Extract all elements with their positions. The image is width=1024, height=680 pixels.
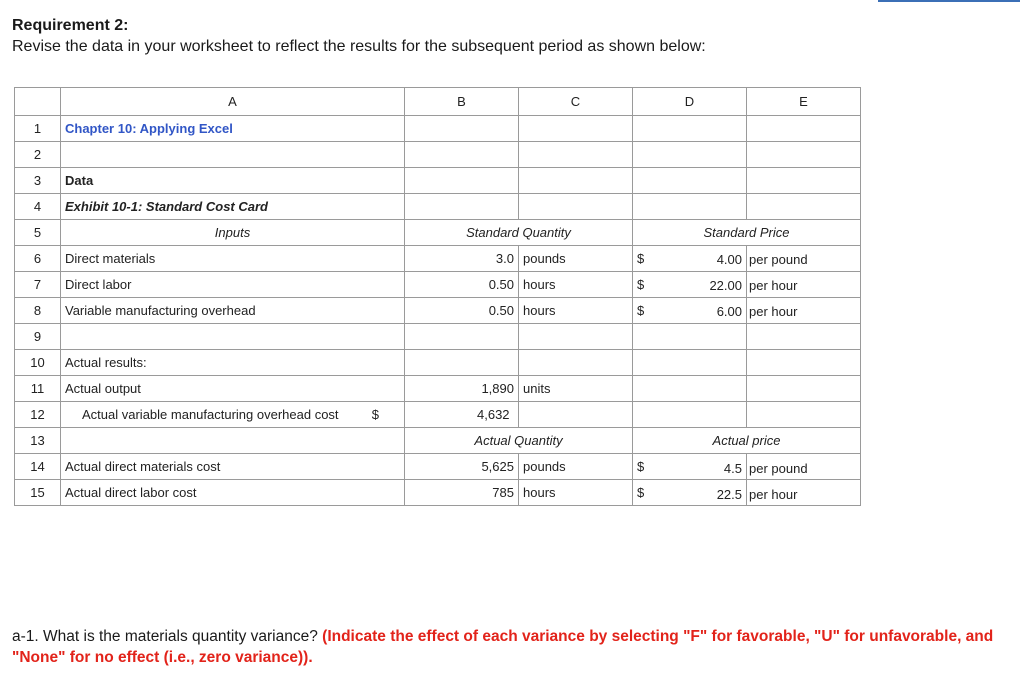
sheet-row-12	[15, 402, 861, 428]
row-number[interactable]: 14	[15, 454, 61, 480]
sheet-row-1	[15, 116, 861, 142]
question-a1	[12, 626, 1012, 668]
cell-d12[interactable]	[633, 402, 747, 428]
cell-b15[interactable]: 785	[405, 480, 519, 506]
cell-c6[interactable]: pounds	[519, 246, 633, 272]
cell-b2[interactable]	[405, 142, 519, 168]
sheet-row-2	[15, 142, 861, 168]
cell-d4[interactable]	[633, 194, 747, 220]
cell-b13-actual-quantity[interactable]: Actual Quantity	[405, 428, 633, 454]
sheet-row-4	[15, 194, 861, 220]
sheet-row-13	[15, 428, 861, 454]
cell-a10[interactable]: Actual results:	[61, 350, 405, 376]
row-number[interactable]: 7	[15, 272, 61, 298]
cell-b8[interactable]: 0.50	[405, 298, 519, 324]
d8-price-wrap	[690, 299, 747, 325]
row-number[interactable]: 10	[15, 350, 61, 376]
requirement-text: Revise the data in your worksheet to reflect the results for the subsequent period as shown below:	[12, 38, 706, 55]
d7-price-value: 22.00	[709, 277, 747, 295]
cell-d10[interactable]	[633, 350, 747, 376]
cell-e11[interactable]	[747, 376, 861, 402]
cell-b12-value: 4,632	[477, 407, 510, 422]
row-number[interactable]: 15	[15, 480, 61, 506]
cell-b1[interactable]	[405, 116, 519, 142]
d6-price-wrap	[690, 247, 747, 273]
cell-d3[interactable]	[633, 168, 747, 194]
question-a1-text: a-1. What is the materials quantity variance?	[12, 628, 318, 645]
cell-a8[interactable]: Variable manufacturing overhead	[61, 298, 405, 324]
cell-d1[interactable]	[633, 116, 747, 142]
cell-b7[interactable]: 0.50	[405, 272, 519, 298]
row-number[interactable]: 1	[15, 116, 61, 142]
col-header-c[interactable]: C	[519, 88, 633, 116]
cell-b11[interactable]: 1,890	[405, 376, 519, 402]
cell-b14[interactable]: 5,625	[405, 454, 519, 480]
cell-e10[interactable]	[747, 350, 861, 376]
cell-d5-standard-price[interactable]: Standard Price	[633, 220, 861, 246]
cell-c3[interactable]	[519, 168, 633, 194]
cell-b9[interactable]	[405, 324, 519, 350]
row-number[interactable]: 13	[15, 428, 61, 454]
cell-c14[interactable]: pounds	[519, 454, 633, 480]
cell-c8[interactable]: hours	[519, 298, 633, 324]
cell-a3[interactable]: Data	[61, 168, 405, 194]
cell-e12[interactable]	[747, 402, 861, 428]
cell-b4[interactable]	[405, 194, 519, 220]
cell-a1[interactable]: Chapter 10: Applying Excel	[61, 116, 405, 142]
row-number[interactable]: 4	[15, 194, 61, 220]
cell-c2[interactable]	[519, 142, 633, 168]
e15-unit: per hour	[749, 487, 798, 502]
d15-price-wrap	[690, 482, 747, 508]
question-a1-instruction: (Indicate the effect of each variance by selecting "F" for favorable, "U" for unfavorable, and "None" for no effect (i.e., zero variance)).	[12, 628, 994, 666]
cell-c11[interactable]: units	[519, 376, 633, 402]
row-number[interactable]: 12	[15, 402, 61, 428]
cell-e4[interactable]	[747, 194, 861, 220]
row-number[interactable]: 11	[15, 376, 61, 402]
cell-a7[interactable]: Direct labor	[61, 272, 405, 298]
cell-d9[interactable]	[633, 324, 747, 350]
d7-price-wrap	[690, 273, 747, 299]
cell-c10[interactable]	[519, 350, 633, 376]
sheet-row-3	[15, 168, 861, 194]
cell-d2[interactable]	[633, 142, 747, 168]
cell-a12-label: Actual variable manufacturing overhead cost	[82, 407, 339, 422]
corner-cell[interactable]	[15, 88, 61, 116]
cell-e9[interactable]	[747, 324, 861, 350]
cell-a4[interactable]: Exhibit 10-1: Standard Cost Card	[61, 194, 405, 220]
e14-unit: per pound	[749, 461, 808, 476]
cell-d8-currency[interactable]: $	[633, 298, 747, 324]
cell-d7-currency[interactable]: $	[633, 272, 747, 298]
col-header-b[interactable]: B	[405, 88, 519, 116]
row-number[interactable]: 5	[15, 220, 61, 246]
cell-a2[interactable]	[61, 142, 405, 168]
row-number[interactable]: 6	[15, 246, 61, 272]
cell-a15[interactable]: Actual direct labor cost	[61, 480, 405, 506]
cell-e1[interactable]	[747, 116, 861, 142]
e7-unit: per hour	[749, 278, 798, 293]
top-accent-line	[878, 0, 1020, 2]
sheet-row-11	[15, 376, 861, 402]
cell-a6[interactable]: Direct materials	[61, 246, 405, 272]
cell-a12[interactable]	[61, 402, 405, 428]
d14-price-value: 4.5	[724, 460, 747, 478]
cell-a14[interactable]: Actual direct materials cost	[61, 454, 405, 480]
cell-c4[interactable]	[519, 194, 633, 220]
col-header-a[interactable]: A	[61, 88, 405, 116]
row-number[interactable]: 8	[15, 298, 61, 324]
cell-d13-actual-price[interactable]: Actual price	[633, 428, 861, 454]
cell-d15-currency[interactable]: $	[633, 480, 747, 506]
sheet-row-9	[15, 324, 861, 350]
cell-c15[interactable]: hours	[519, 480, 633, 506]
cell-d14-currency[interactable]: $	[633, 454, 747, 480]
sheet-row-5	[15, 220, 861, 246]
col-header-e[interactable]: E	[747, 88, 861, 116]
cell-b3[interactable]	[405, 168, 519, 194]
cell-c7[interactable]: hours	[519, 272, 633, 298]
cell-c12[interactable]	[519, 402, 633, 428]
cell-b10[interactable]	[405, 350, 519, 376]
cell-a11[interactable]: Actual output	[61, 376, 405, 402]
e8-unit: per hour	[749, 304, 798, 319]
cell-b6[interactable]: 3.0	[405, 246, 519, 272]
cell-c9[interactable]	[519, 324, 633, 350]
cell-e3[interactable]	[747, 168, 861, 194]
cell-d6-currency[interactable]: $	[633, 246, 747, 272]
d15-price-value: 22.5	[717, 486, 747, 504]
e6-unit: per pound	[749, 252, 808, 267]
cell-a13[interactable]	[61, 428, 405, 454]
cell-a9[interactable]	[61, 324, 405, 350]
cell-d11[interactable]	[633, 376, 747, 402]
row-number[interactable]: 2	[15, 142, 61, 168]
cell-b12[interactable]	[405, 402, 519, 428]
sheet-row-10	[15, 350, 861, 376]
requirement-title: Requirement 2:	[12, 17, 129, 34]
col-header-d[interactable]: D	[633, 88, 747, 116]
d14-price-wrap	[690, 456, 747, 482]
row-number[interactable]: 9	[15, 324, 61, 350]
d8-price-value: 6.00	[717, 303, 747, 321]
cell-b5-standard-quantity[interactable]: Standard Quantity	[405, 220, 633, 246]
d6-price-value: 4.00	[717, 251, 747, 269]
cell-c1[interactable]	[519, 116, 633, 142]
cell-e2[interactable]	[747, 142, 861, 168]
column-header-row	[15, 88, 861, 116]
cell-a12-currency: $	[371, 407, 379, 422]
cell-a5[interactable]: Inputs	[61, 220, 405, 246]
row-number[interactable]: 3	[15, 168, 61, 194]
